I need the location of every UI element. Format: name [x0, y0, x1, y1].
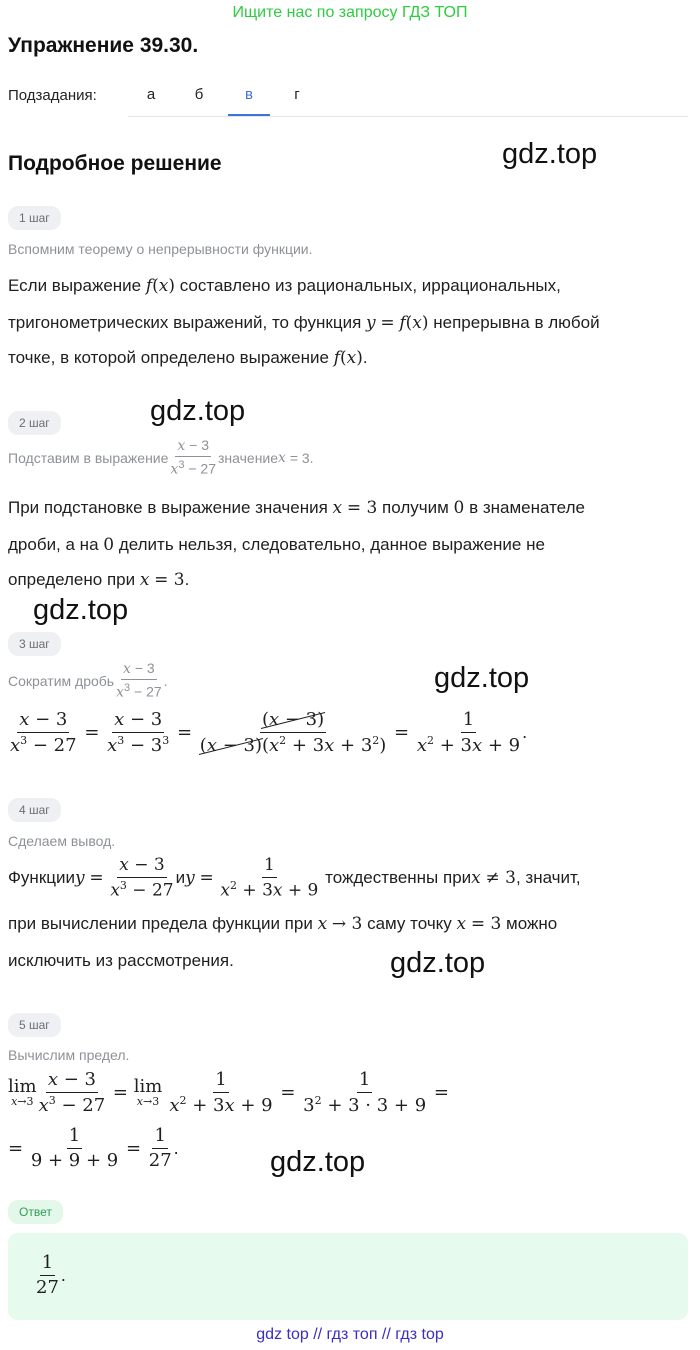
math-reduction: $\frac{x - 3}{x^3 - 27}$ = $\frac{x - 3}{x^3 - 3^3}$ = $\frac{(x - 3)}{(x - 3)(x^2 + 3x + 3^2)}$ = $\frac{1}{x^2 + 3x + 9}$ . — [10, 709, 528, 756]
step-hint: Вычислим предел. — [8, 1047, 130, 1063]
step-text-line: определено при x = 3. — [8, 570, 190, 590]
subtasks-tabs — [128, 72, 688, 117]
step-badge: 4 шаг — [8, 798, 61, 822]
exercise-title: Упражнение 39.30. — [8, 34, 199, 57]
step-hint: Вспомним теорему о непрерывности функции. — [8, 241, 313, 257]
math-limit: lim x→3 $\frac{x - 3}{x^3 - 27}$ = lim x→3 $\frac{1}{x^2 + 3x + 9}$ = $\frac{1}{3^2 + 3 \cdot 3 + 9}$ = — [8, 1069, 449, 1116]
step-hint: Сократим дробь $\frac{x - 3}{x^3 - 27}$ . — [8, 660, 168, 702]
tab-g[interactable]: г — [294, 86, 300, 103]
tab-v[interactable]: в — [228, 86, 270, 116]
subtasks-label: Подзадания: — [8, 87, 97, 104]
step-badge: 2 шаг — [8, 411, 61, 435]
step-badge: 1 шаг — [8, 206, 61, 230]
step-hint: Сделаем вывод. — [8, 833, 116, 849]
watermark: gdz.top — [270, 1146, 366, 1178]
watermark: gdz.top — [390, 947, 486, 979]
watermark: gdz.top — [434, 662, 530, 694]
step-hint: Подставим в выражение $\frac{x - 3}{x^3 - 27}$ значение x = 3. — [8, 437, 314, 479]
footer-links[interactable]: gdz top // гдз топ // гдз top — [256, 1326, 444, 1343]
math-limit-result: = $\frac{1}{9 + 9 + 9}$ = $\frac{1}{27}$ . — [8, 1125, 179, 1171]
answer-value: $\frac{1}{27}$ . — [36, 1252, 66, 1298]
step-text-line: исключить из рассмотрения. — [8, 951, 234, 970]
step-badge: 5 шаг — [8, 1013, 61, 1037]
step-text-line: Функции y = $\frac{x - 3}{x^3 - 27}$ и y = $\frac{1}{x^2 + 3x + 9}$ тождественны при x ≠ 3 , значит, — [8, 855, 581, 901]
watermark: gdz.top — [150, 395, 246, 427]
step-badge: 3 шаг — [8, 632, 61, 656]
step-text-line: Если выражение f(x) составлено из рациональных, иррациональных, — [8, 276, 561, 296]
tab-a[interactable]: а — [146, 86, 156, 103]
answer-badge: Ответ — [8, 1200, 63, 1224]
tab-b[interactable]: б — [194, 86, 204, 103]
watermark: gdz.top — [502, 138, 598, 170]
step-text-line: дроби, а на 0 делить нельзя, следовательно, данное выражение не — [8, 535, 545, 555]
answer-box — [8, 1233, 688, 1320]
step-text-line: точке, в которой определено выражение f(x). — [8, 348, 368, 368]
section-title: Подробное решение — [8, 152, 222, 175]
step-text-line: тригонометрических выражений, то функция y = f(x) непрерывна в любой — [8, 313, 600, 333]
step-text-line: При подстановке в выражение значения x = 3 получим 0 в знаменателе — [8, 498, 585, 518]
search-banner: Ищите нас по запросу ГДЗ ТОП — [232, 4, 468, 21]
step-text-line: при вычислении предела функции при x → 3 саму точку x = 3 можно — [8, 914, 558, 934]
watermark: gdz.top — [33, 594, 129, 626]
